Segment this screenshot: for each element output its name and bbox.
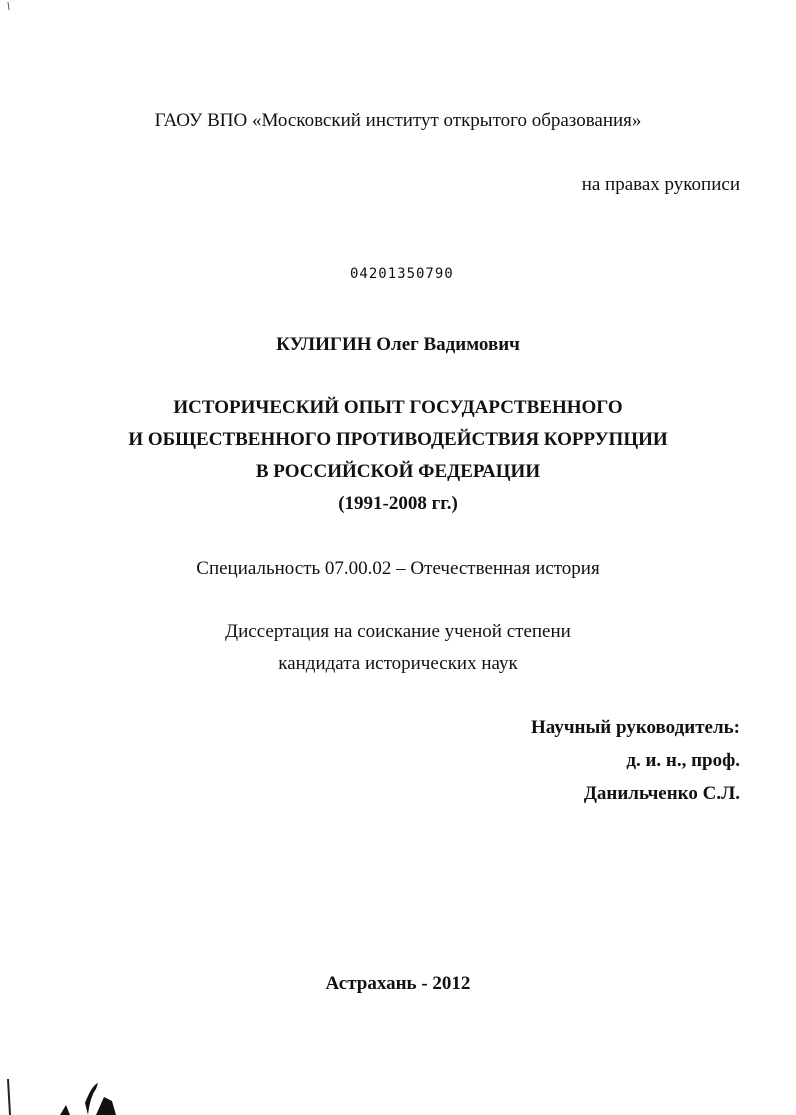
supervisor-name: Данильченко С.Л. [583, 783, 740, 804]
title-years: (1991-2008 гг.) [338, 493, 458, 514]
title-line-1: ИСТОРИЧЕСКИЙ ОПЫТ ГОСУДАРСТВЕННОГО [173, 397, 623, 418]
degree-line-2: кандидата исторических наук [278, 653, 518, 674]
supervisor-label: Научный руководитель: [531, 717, 740, 738]
institution-name: ГАОУ ВПО «Московский институт открытого образования» [154, 110, 642, 131]
place-year: Астрахань - 2012 [325, 973, 471, 994]
degree-line-1: Диссертация на соискание ученой степени [225, 621, 571, 642]
supervisor-degree: д. и. н., проф. [626, 750, 740, 771]
scan-artifact-bottom [0, 1075, 130, 1115]
specialty: Специальность 07.00.02 – Отечественная история [196, 558, 600, 579]
manuscript-note: на правах рукописи [581, 174, 740, 195]
scan-artifact-top [6, 2, 12, 12]
author-name: КУЛИГИН Олег Вадимович [276, 334, 520, 355]
title-line-3: В РОССИЙСКОЙ ФЕДЕРАЦИИ [255, 461, 541, 482]
title-line-2: И ОБЩЕСТВЕННОГО ПРОТИВОДЕЙСТВИЯ КОРРУПЦИИ [128, 429, 668, 450]
registry-number: 04201350790 [350, 266, 454, 282]
